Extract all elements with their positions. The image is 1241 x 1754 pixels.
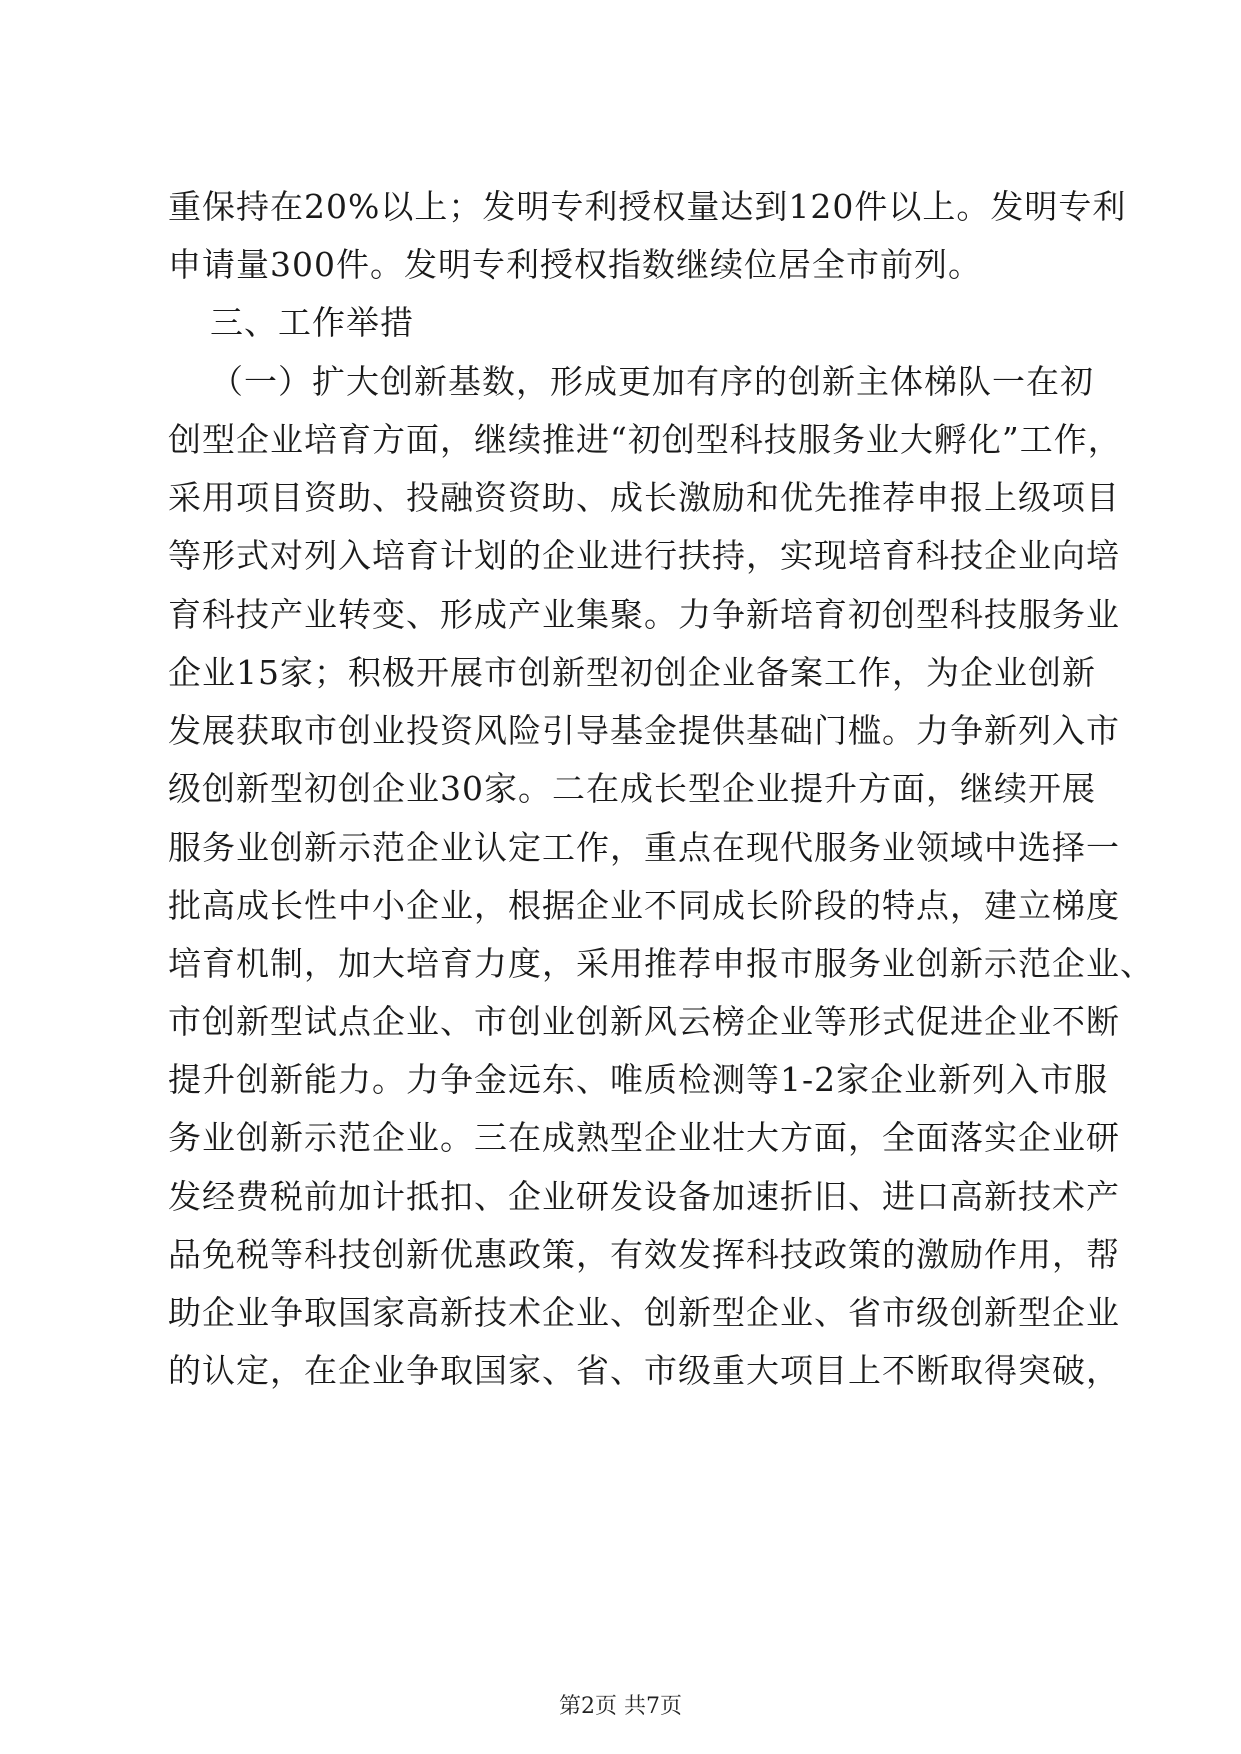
body-text-line: 发展获取市创业投资风险引导基金提供基础门槛。力争新列入市 <box>168 711 1120 750</box>
body-text-line: 采用项目资助、投融资资助、成长激励和优先推荐申报上级项目 <box>168 478 1120 517</box>
body-text-line: 创型企业培育方面，继续推进“初创型科技服务业大孵化”工作， <box>168 420 1122 459</box>
section-heading: 三、工作举措 <box>210 303 414 342</box>
body-text-line: 的认定，在企业争取国家、省、市级重大项目上不断取得突破， <box>168 1351 1120 1390</box>
body-text-line: 级创新型初创企业30家。二在成长型企业提升方面，继续开展 <box>168 769 1096 808</box>
subsection-heading-line: （一）扩大创新基数，形成更加有序的创新主体梯队一在初 <box>210 362 1094 401</box>
body-text-line: 申请量300件。发明专利授权指数继续位居全市前列。 <box>168 245 982 284</box>
body-text-line: 等形式对列入培育计划的企业进行扶持，实现培育科技企业向培 <box>168 536 1120 575</box>
body-text-line: 企业15家；积极开展市创新型初创企业备案工作，为企业创新 <box>168 653 1096 692</box>
body-text-line: 提升创新能力。力争金远东、唯质检测等1-2家企业新列入市服 <box>168 1060 1109 1099</box>
body-text-line: 务业创新示范企业。三在成熟型企业壮大方面，全面落实企业研 <box>168 1118 1120 1157</box>
page-number-footer: 第2页 共7页 <box>559 1694 682 1719</box>
body-text-line: 品免税等科技创新优惠政策，有效发挥科技政策的激励作用，帮 <box>168 1235 1120 1274</box>
body-text-line: 助企业争取国家高新技术企业、创新型企业、省市级创新型企业 <box>168 1293 1120 1332</box>
body-text-line: 发经费税前加计抵扣、企业研发设备加速折旧、进口高新技术产 <box>168 1177 1120 1216</box>
body-text-line: 培育机制，加大培育力度，采用推荐申报市服务业创新示范企业、 <box>168 944 1154 983</box>
body-text-line: 市创新型试点企业、市创业创新风云榜企业等形式促进企业不断 <box>168 1002 1120 1041</box>
body-text-line: 批高成长性中小企业，根据企业不同成长阶段的特点，建立梯度 <box>168 886 1120 925</box>
body-text-line: 服务业创新示范企业认定工作，重点在现代服务业领域中选择一 <box>168 828 1120 867</box>
body-text-line: 育科技产业转变、形成产业集聚。力争新培育初创型科技服务业 <box>168 595 1120 634</box>
body-text-line: 重保持在20%以上；发明专利授权量达到120件以上。发明专利 <box>168 187 1127 226</box>
